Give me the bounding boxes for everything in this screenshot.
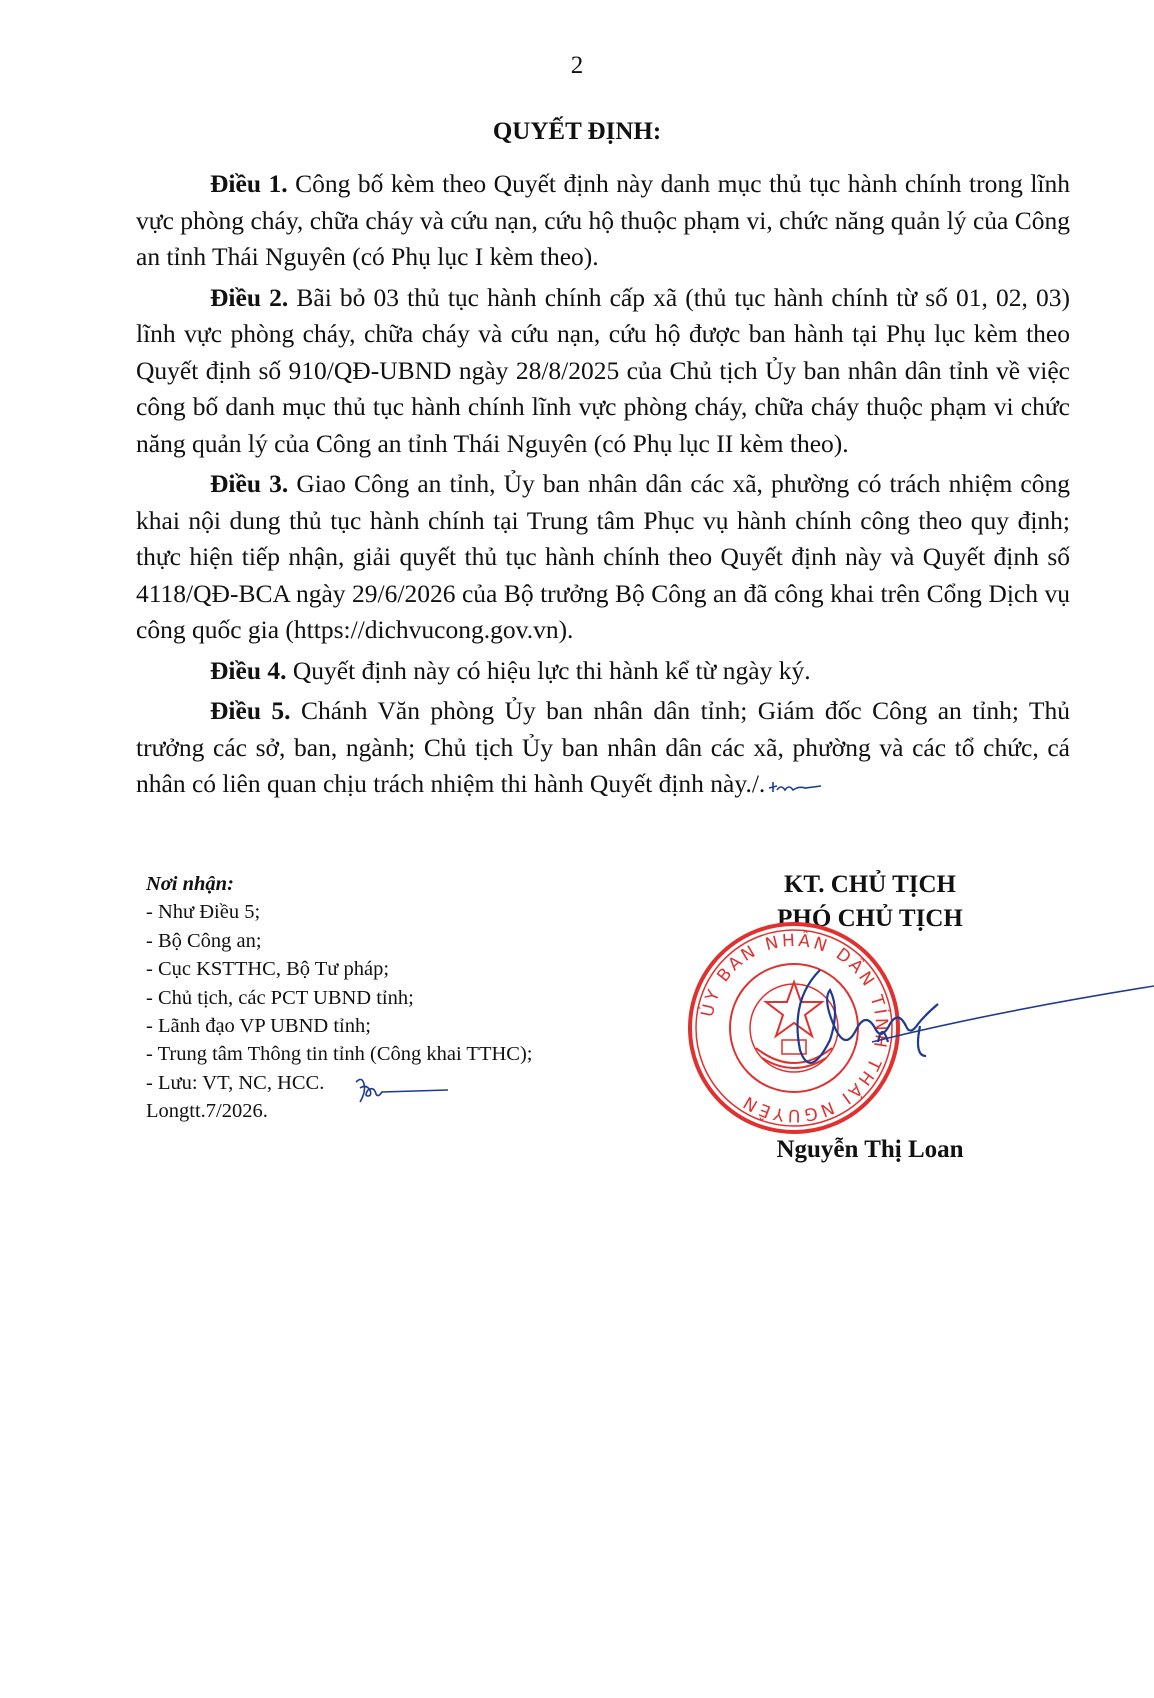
initials-mark [765, 774, 823, 798]
article-1 [136, 166, 1070, 276]
article-1-text: Công bố kèm theo Quyết định này danh mục thủ tục hành chính trong lĩnh vực phòng cháy, chữa cháy và cứu nạn, cứu hộ thuộc phạm vi, chức năng quản lý của Công an tỉnh Thái Nguyên (có Phụ lục I kèm theo). [136, 169, 1070, 271]
article-3-text: Giao Công an tỉnh, Ủy ban nhân dân các xã, phường có trách nhiệm công khai nội dung thủ tục hành chính tại Trung tâm Phục vụ hành chính công theo quy định; thực hiện tiếp nhận, giải quyết thủ tục hành chính theo Quyết định này và Quyết định số 4118/QĐ-BCA ngày 29/6/2026 của Bộ trưởng Bộ Công an đã công khai trên Cổng Dịch vụ công quốc gia (https://dichvucong.gov.vn). [136, 469, 1071, 644]
article-3-label: Điều 3. [210, 469, 289, 498]
handwritten-signature-icon [760, 960, 1154, 1090]
article-5-label: Điều 5. [210, 696, 291, 725]
hcc-initials-icon [352, 1074, 452, 1114]
recipient-item: - Trung tâm Thông tin tỉnh (Công khai TTHC); [146, 1043, 533, 1066]
signer-name: Nguyễn Thị Loan [776, 1136, 964, 1163]
page-number: 2 [570, 52, 584, 79]
article-5 [136, 693, 1070, 803]
article-4 [136, 653, 1070, 690]
article-2-label: Điều 2. [210, 282, 289, 312]
signer-authority: KT. CHỦ TỊCH [783, 871, 957, 898]
recipient-item: - Chủ tịch, các PCT UBND tỉnh; [146, 986, 414, 1009]
article-3 [136, 466, 1070, 649]
decision-title: QUYẾT ĐỊNH: [492, 118, 662, 145]
recipient-item: - Như Điều 5; [146, 901, 261, 924]
recipient-item: - Bộ Công an; [146, 929, 262, 952]
drafter-code: Longtt.7/2026. [146, 1100, 268, 1123]
article-1-label: Điều 1. [210, 169, 288, 198]
svg-text:ỦY BAN NHÂN DÂN TỈNH THÁI NGUY: ỦY BAN NHÂN DÂN TỈNH THÁI NGUYÊN [697, 930, 892, 1126]
recipients-heading: Nơi nhận: [146, 873, 234, 895]
article-2-text: Bãi bỏ 03 thủ tục hành chính cấp xã (thủ tục hành chính từ số 01, 02, 03) lĩnh vực phòng cháy, chữa cháy và cứu nạn, cứu hộ được ban hành tại Phụ lục kèm theo Quyết định số 910/QĐ-UBND ngày 28/8/2025 của Chủ tịch Ủy ban nhân dân tỉnh về việc công bố danh mục thủ tục hành chính lĩnh vực phòng cháy, chữa cháy thuộc phạm vi chức năng quản lý của Công an tỉnh Thái Nguyên (có Phụ lục II kèm theo). [136, 282, 1070, 458]
article-4-text: Quyết định này có hiệu lực thi hành kể từ ngày ký. [286, 655, 811, 685]
signer-title: PHÓ CHỦ TỊCH [777, 905, 963, 932]
recipient-item: - Cục KSTTHC, Bộ Tư pháp; [146, 958, 390, 981]
article-4-label: Điều 4. [210, 655, 287, 685]
recipient-item: - Lưu: VT, NC, HCC. [146, 1071, 325, 1094]
article-5-text: Chánh Văn phòng Ủy ban nhân dân tỉnh; Giám đốc Công an tỉnh; Thủ trưởng các sở, ban, ngành; Chủ tịch Ủy ban nhân dân các xã, phường và các tổ chức, cá nhân có liên quan chịu trách nhiệm thi hành Quyết định này./. [136, 696, 1071, 798]
decision-body [136, 166, 1070, 807]
recipient-item: - Lãnh đạo VP UBND tỉnh; [146, 1015, 371, 1038]
recipients-list [146, 870, 532, 1126]
article-2 [136, 280, 1070, 463]
